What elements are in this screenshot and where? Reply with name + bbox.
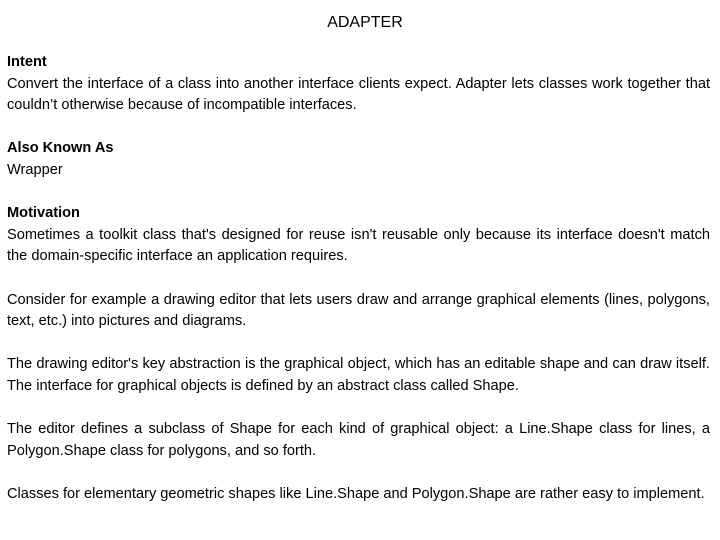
paragraph-drawing-editor: Consider for example a drawing editor that lets users draw and arrange graphical elements (lines, polygons, text, etc.) into pictures and diagrams. (7, 291, 710, 330)
paragraph-shape-subclasses: The editor defines a subclass of Shape for each kind of graphical object: a Line.Shape class for lines, a Polygon.Shape class for polygons, and so forth. (7, 421, 710, 459)
paragraph-elementary-shapes: Classes for elementary geometric shapes like Line.Shape and Polygon.Shape are rather easy to implement. (7, 485, 705, 502)
intent-text: Convert the interface of a class into another interface clients expect. Adapter lets classes work together that couldn’t otherwise because of incompatible interfaces. (7, 75, 710, 114)
intent-heading: Intent (7, 54, 47, 70)
also-known-as-text: Wrapper (7, 161, 63, 178)
page-title: ADAPTER (327, 14, 403, 31)
also-known-as-section (7, 138, 710, 181)
motivation-text: Sometimes a toolkit class that's designed for reuse isn't reusable only because its interface doesn't match the domain-specific interface an application requires. (7, 226, 710, 265)
paragraph-key-abstraction: The drawing editor's key abstraction is the graphical object, which has an editable shape and can draw itself. The interface for graphical objects is defined by an abstract class called Shape. (7, 356, 710, 394)
intent-section (7, 52, 710, 117)
motivation-section (7, 203, 710, 268)
motivation-heading: Motivation (7, 205, 80, 222)
also-known-as-heading: Also Known As (7, 140, 114, 157)
slide-content (7, 52, 710, 527)
